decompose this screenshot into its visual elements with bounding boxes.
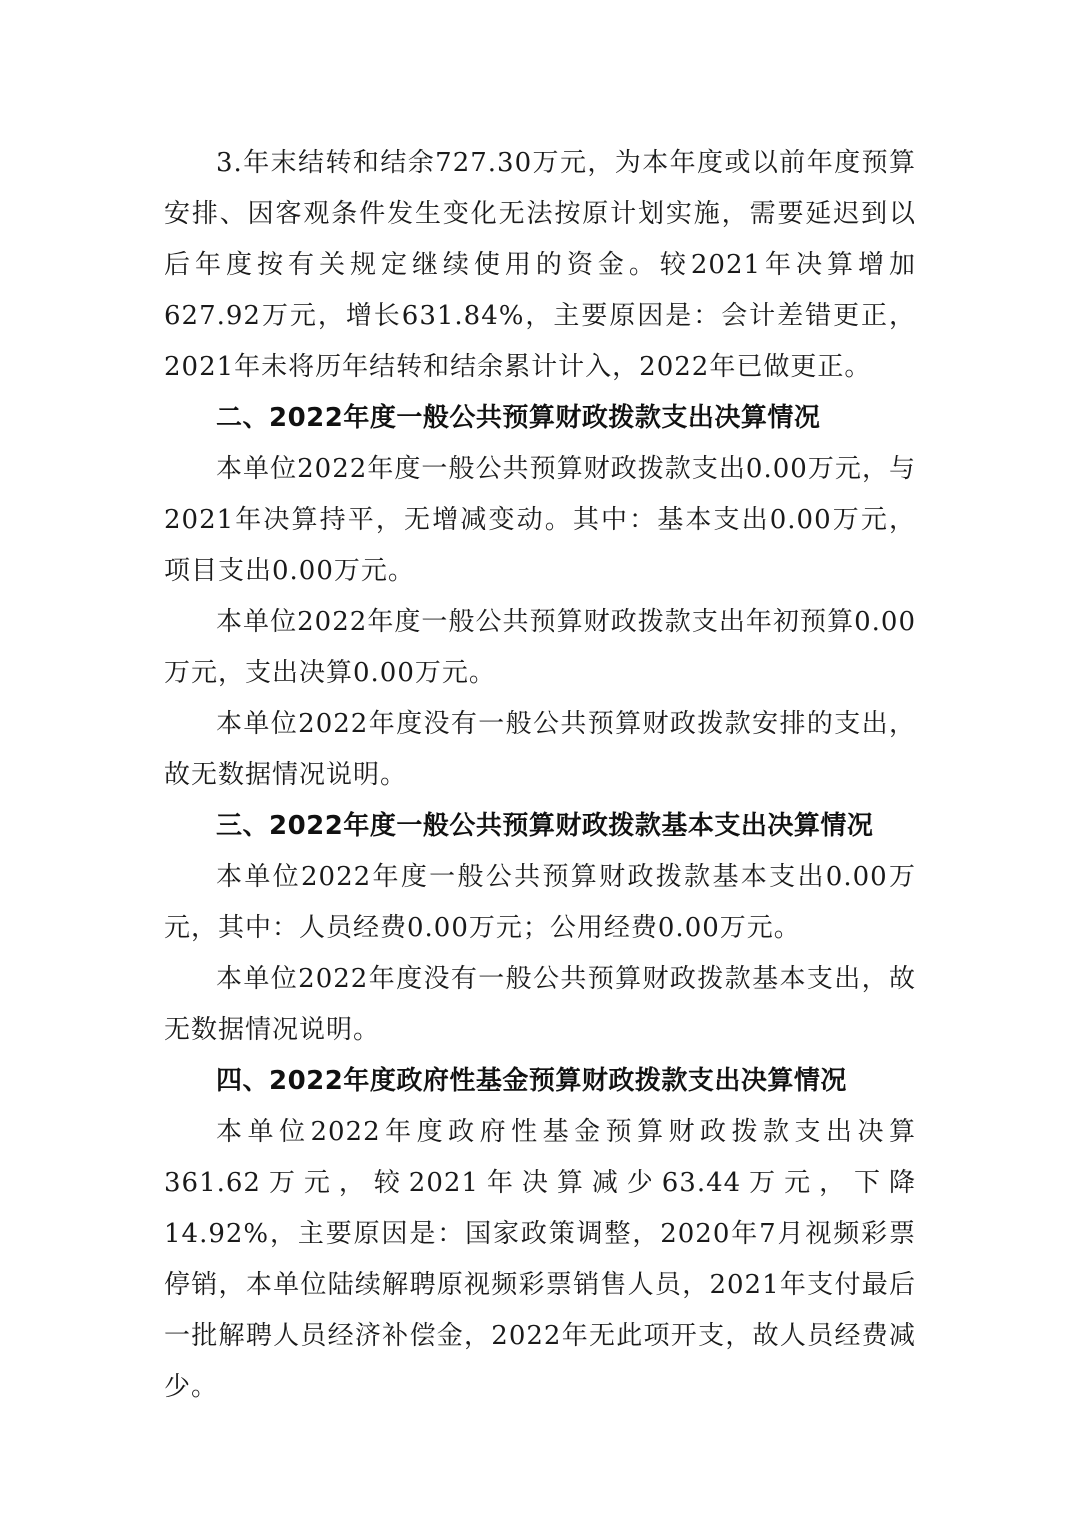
paragraph-carryover-balance: 3.年末结转和结余727.30万元，为本年度或以前年度预算安排、因客观条件发生变化无法按原计划实施，需要延迟到以后年度按有关规定继续使用的资金。较2021年决算增加627.92万元，增长631.84%，主要原因是：会计差错更正，2021年未将历年结转和结余累计计入，2022年已做更正。 xyxy=(164,148,916,382)
document-body xyxy=(164,138,916,1413)
section-heading-general-budget-expenditure: 二、2022年度一般公共预算财政拨款支出决算情况 xyxy=(216,403,821,433)
paragraph-government-fund: 本单位2022年度政府性基金预算财政拨款支出决算361.62万元，较2021年决算减少63.44万元，下降14.92%，主要原因是：国家政策调整，2020年7月视频彩票停销，本单位陆续解聘原视频彩票销售人员，2021年支付最后一批解聘人员经济补偿金，2022年无此项开支，故人员经费减少。 xyxy=(164,1117,916,1402)
paragraph-basic-expenditure-none: 本单位2022年度没有一般公共预算财政拨款基本支出，故无数据情况说明。 xyxy=(164,964,916,1045)
paragraph-basic-expenditure: 本单位2022年度一般公共预算财政拨款基本支出0.00万元，其中：人员经费0.00万元；公用经费0.00万元。 xyxy=(164,862,916,943)
paragraph-general-budget-none: 本单位2022年度没有一般公共预算财政拨款安排的支出，故无数据情况说明。 xyxy=(164,709,916,790)
paragraph-general-budget-expenditure: 本单位2022年度一般公共预算财政拨款支出0.00万元，与2021年决算持平，无增减变动。其中：基本支出0.00万元，项目支出0.00万元。 xyxy=(164,454,916,586)
section-heading-basic-expenditure: 三、2022年度一般公共预算财政拨款基本支出决算情况 xyxy=(216,811,874,841)
section-heading-government-fund: 四、2022年度政府性基金预算财政拨款支出决算情况 xyxy=(216,1066,847,1096)
paragraph-general-budget-initial: 本单位2022年度一般公共预算财政拨款支出年初预算0.00万元，支出决算0.00万元。 xyxy=(164,607,916,688)
